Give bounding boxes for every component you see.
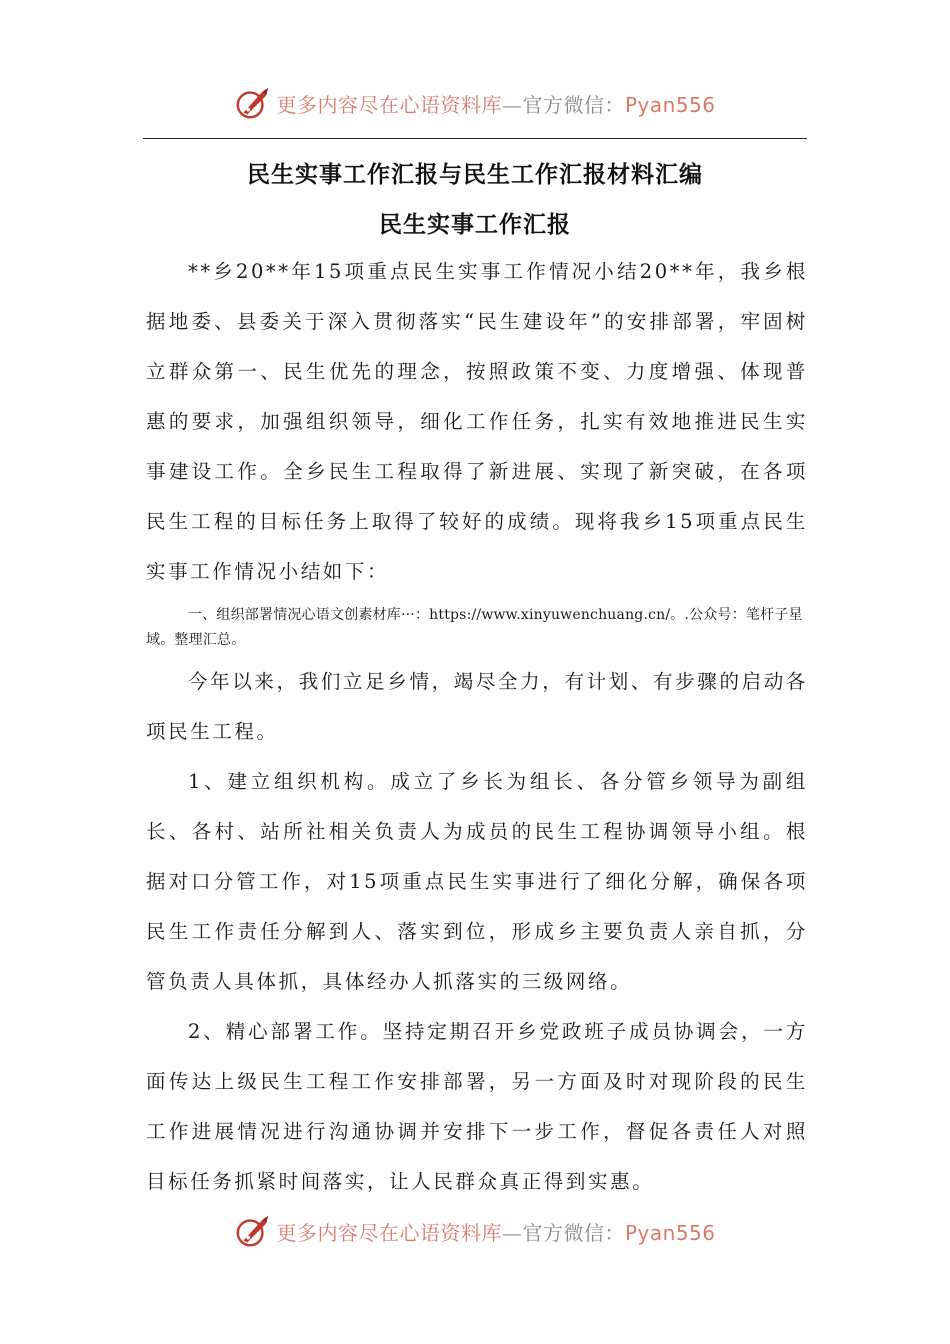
document-title: 民生实事工作汇报与民生工作汇报材料汇编 [247, 162, 703, 188]
paragraph-section-heading: 一、组织部署情况心语文创素材库···：https://www.xinyuwenchuang.cn/。.公众号：笔杆子星域。整理汇总。 [146, 607, 803, 648]
paragraph-intro: **乡20**年15项重点民生实事工作情况小结20**年，我乡根据地委、县委关于深入贯彻落实“民生建设年”的安排部署，牢固树立群众第一、民生优先的理念，按照政策不变、力度增强、体现普惠的要求，加强组织领导，细化工作任务，扎实有效地推进民生实事建设工作。全乡民生工程取得了新进展、实现了新突破，在各项民生工程的目标任务上取得了较好的成绩。现将我乡15项重点民生实事工作情况小结如下： [146, 260, 808, 583]
pen-nib-logo-icon [234, 1212, 272, 1250]
paragraph-item-1: 1、建立组织机构。成立了乡长为组长、各分管乡领导为副组长、各村、站所社相关负责人为成员的民生工程协调领导小组。根据对口分管工作，对15项重点民生实事进行了细化分解，确保各项民生工作责任分解到人、落实到位，形成乡主要负责人亲自抓，分管负责人具体抓，具体经办人抓落实的三级网络。 [146, 770, 808, 993]
paragraph-overview: 今年以来，我们立足乡情，竭尽全力，有计划、有步骤的启动各项民生工程。 [146, 670, 808, 743]
footer-banner [0, 1211, 950, 1251]
pen-nib-logo-icon [234, 84, 272, 122]
document-body [146, 247, 808, 1207]
header-banner [0, 83, 950, 123]
paragraph-item-2: 2、精心部署工作。坚持定期召开乡党政班子成员协调会，一方面传达上级民生工程工作安排部署，另一方面及时对现阶段的民生工作进展情况进行沟通协调并安排下一步工作，督促各责任人对照目标任务抓紧时间落实，让人民群众真正得到实惠。 [146, 1020, 808, 1193]
banner-text: 更多内容尽在心语资料库—官方微信：Pyan556 [276, 1220, 716, 1245]
banner-text: 更多内容尽在心语资料库—官方微信：Pyan556 [276, 92, 716, 117]
header-divider [143, 138, 807, 139]
document-subtitle: 民生实事工作汇报 [379, 212, 571, 238]
